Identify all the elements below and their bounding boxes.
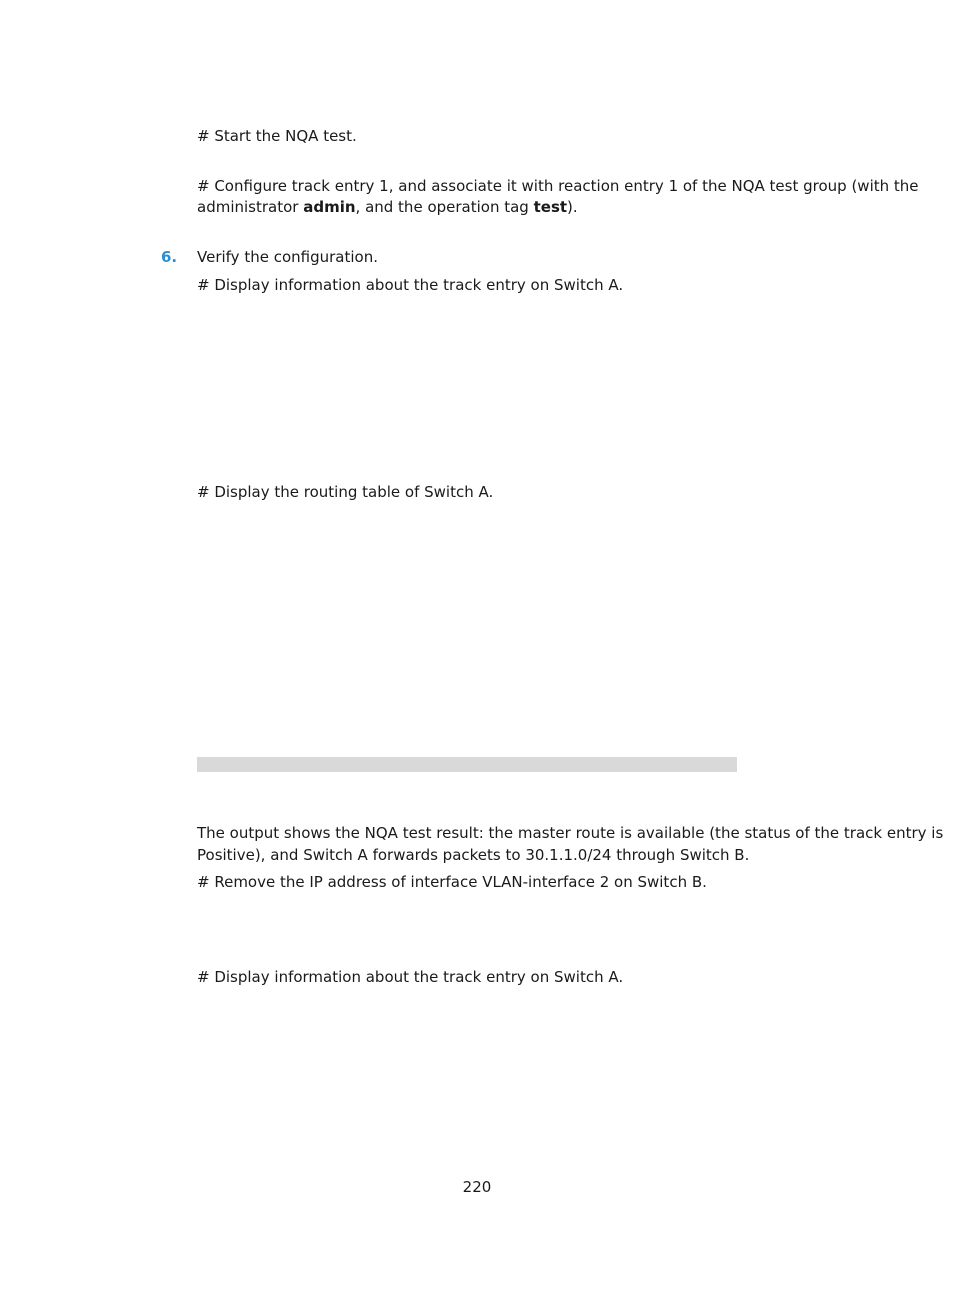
configure-track-text-pre: administrator bbox=[197, 198, 304, 216]
page-number: 220 bbox=[462, 1178, 492, 1196]
configure-track-line-2 bbox=[197, 197, 578, 218]
test-keyword: test bbox=[533, 198, 568, 216]
output-description-line-2: Positive), and Switch A forwards packets to 30.1.1.0/24 through Switch B. bbox=[197, 846, 750, 864]
configure-track-line-1: # Configure track entry 1, and associate it with reaction entry 1 of the NQA test group (with the bbox=[197, 177, 919, 195]
step-number: 6. bbox=[161, 248, 178, 266]
remove-ip-line: # Remove the IP address of interface VLAN-interface 2 on Switch B. bbox=[197, 873, 707, 891]
output-description-line-1: The output shows the NQA test result: the master route is available (the status of the track entry is bbox=[197, 824, 944, 842]
admin-keyword: admin bbox=[303, 198, 356, 216]
display-track-entry-line-1: # Display information about the track entry on Switch A. bbox=[197, 276, 624, 294]
step-title: Verify the configuration. bbox=[197, 248, 378, 266]
configure-track-text-post: ). bbox=[567, 198, 578, 216]
display-track-entry-line-2: # Display information about the track entry on Switch A. bbox=[197, 968, 624, 986]
code-highlight-bar bbox=[197, 757, 737, 772]
configure-track-text-mid: , and the operation tag bbox=[355, 198, 534, 216]
start-nqa-test-line: # Start the NQA test. bbox=[197, 127, 357, 145]
display-routing-table-line: # Display the routing table of Switch A. bbox=[197, 483, 494, 501]
